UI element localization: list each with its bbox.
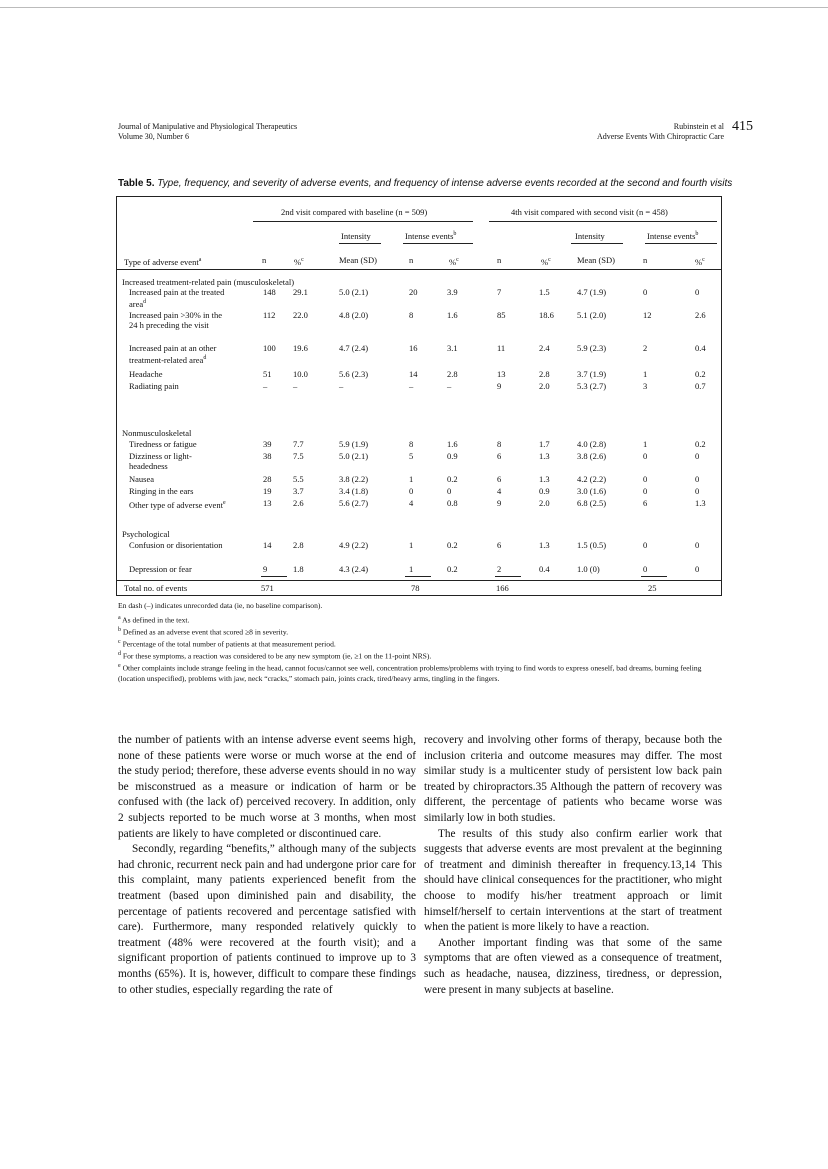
table-caption-text: Type, frequency, and severity of adverse events, and frequency of intense adverse events recorded at the second and fourth visits <box>157 178 733 189</box>
col-header-pct-text: % <box>449 256 457 267</box>
table-cell: 3.1 <box>447 343 458 353</box>
table-cell: 1.3 <box>539 474 550 484</box>
table-cell: 1.7 <box>539 439 550 449</box>
body-paragraph: Secondly, regarding “benefits,” although many of the subjects had chronic, recurrent neck pain and had undergone prior care for this complaint, many patients experienced benefit from the treatment (based upon diminished pain and disability, the percentage of patients recovered and percentage satisfied with care). Furthermore, many responded relatively quickly to treatment (48% were recovered at the fourth visit); and a significant proportion of patients continued to improve up to 3 months (65%). It is, however, difficult to compare these findings to other studies, especially regarding the rate of <box>118 843 416 996</box>
table-cell: 3.7 (1.9) <box>577 369 607 379</box>
footnote-d-mark: d <box>118 651 121 657</box>
col-header-pct-text: % <box>695 256 703 267</box>
group-header-2nd-visit: 2nd visit compared with baseline (n = 509) <box>281 207 428 217</box>
table-cell: 5.6 (2.7) <box>339 498 369 508</box>
table-cell: 6 <box>497 540 502 550</box>
journal-volume: Volume 30, Number 6 <box>118 132 189 141</box>
table-cell: 8 <box>409 310 414 320</box>
body-column-right <box>424 733 722 998</box>
table-cell: 5.6 (2.3) <box>339 369 369 379</box>
authors: Rubinstein et al <box>673 122 724 131</box>
table-cell: 1.6 <box>447 310 458 320</box>
table-cell: 0.9 <box>447 451 458 461</box>
row-label <box>129 287 229 309</box>
col-header-pct-text: % <box>294 256 302 267</box>
subrule-1 <box>339 243 381 244</box>
table-cell: 6 <box>643 498 648 508</box>
footnote-mark: d <box>203 355 207 361</box>
table-cell: 0 <box>695 540 700 550</box>
table-cell: 3.7 <box>293 486 304 496</box>
row-label <box>129 474 229 484</box>
body-paragraph: recovery and involving other forms of therapy, because both the inclusion criteria and outcome measures may differ. The most similar study is a multicenter study of persistent low back pain treated by chiropractors.35 Although the pattern of recovery was different, the percentage of patients who became worse was similarly low in both studies. <box>424 734 722 824</box>
table-cell: 3.4 (1.8) <box>339 486 369 496</box>
col-header-n: n <box>262 255 267 265</box>
row-label <box>129 540 229 550</box>
table-cell: 5 <box>409 451 414 461</box>
table-cell: 19.6 <box>293 343 308 353</box>
col-header-pct <box>294 255 304 267</box>
table-cell: 100 <box>263 343 276 353</box>
subrule-3 <box>571 243 623 244</box>
section-psych: Psychological <box>122 529 170 539</box>
table-cell: 2 <box>497 564 502 574</box>
table-cell: 1.5 (0.5) <box>577 540 607 550</box>
table-cell: 0.4 <box>695 343 706 353</box>
table-cell: 0.9 <box>539 486 550 496</box>
table-cell: 4 <box>497 486 502 496</box>
footnote-b <box>118 625 722 638</box>
table-cell: 0 <box>643 474 648 484</box>
journal-title: Journal of Manipulative and Physiological Therapeutics <box>118 122 298 131</box>
footnote-a-mark: a <box>118 615 121 621</box>
table-cell: – <box>293 381 298 391</box>
col-header-n: n <box>409 255 414 265</box>
table-cell: 5.9 (1.9) <box>339 439 369 449</box>
table-cell: – <box>263 381 268 391</box>
table-cell: 7 <box>497 287 502 297</box>
total-rule-3 <box>495 576 521 577</box>
table-cell: 0 <box>409 486 414 496</box>
intense-events-header-1-text: Intense events <box>405 231 454 241</box>
total-2nd-intense: 78 <box>411 583 420 593</box>
table-cell: 14 <box>263 540 272 550</box>
table-cell: 0.4 <box>539 564 550 574</box>
row-label <box>129 369 229 379</box>
table-cell: 1.3 <box>539 540 550 550</box>
total-4th-intense: 25 <box>648 583 657 593</box>
row-label <box>129 439 229 449</box>
table-cell: 1 <box>409 564 414 574</box>
group-header-4th-visit: 4th visit compared with second visit (n = 458) <box>511 207 668 217</box>
table-cell: 2.6 <box>695 310 706 320</box>
col-header-n: n <box>497 255 502 265</box>
footnote-c-mark: c <box>118 639 121 645</box>
row-label <box>129 310 229 330</box>
table-cell: 1 <box>643 369 648 379</box>
table-cell: 2 <box>643 343 648 353</box>
section-msk: Increased treatment-related pain (musculoskeletal) <box>122 277 295 287</box>
table-cell: 13 <box>263 498 272 508</box>
table-cell: 7.5 <box>293 451 304 461</box>
table-cell: 9 <box>497 498 502 508</box>
footnote-c-text: Percentage of the total number of patients at that measurement period. <box>122 639 336 649</box>
row-label <box>129 486 229 496</box>
body-paragraph: the number of patients with an intense adverse event seems high, none of these patients were worse or much worse at the end of the study period; therefore, these adverse events should in no way be misconstrued as a measure or indication of harm or be confused with (the lack of) perceived recovery. In addition, only 2 subjects reported to be much worse at 3 months, when most patients are likely to have completed or discontinued care. <box>118 734 416 840</box>
row-label-text: Increased pain at the treated area <box>129 287 225 309</box>
col-header-mean: Mean (SD) <box>339 255 378 265</box>
row-label <box>129 451 229 471</box>
table-cell: 0.2 <box>447 540 458 550</box>
table-cell: 0 <box>643 486 648 496</box>
table-cell: 2.0 <box>539 381 550 391</box>
journal-header <box>118 122 297 142</box>
row-label <box>129 343 229 365</box>
table-cell: 7.7 <box>293 439 304 449</box>
total-rule-1 <box>261 576 287 577</box>
table-cell: 4 <box>409 498 414 508</box>
table-cell: 1 <box>409 540 414 550</box>
footnote-d <box>118 649 722 662</box>
row-label <box>129 498 229 510</box>
col-header-n: n <box>643 255 648 265</box>
footnote-b-text: Defined as an adverse event that scored ≥8 in severity. <box>122 627 289 637</box>
table-cell: 0 <box>643 287 648 297</box>
table-cell: 1.0 (0) <box>577 564 600 574</box>
footnote-mark-b: b <box>453 231 457 238</box>
intense-events-header-1 <box>405 231 456 241</box>
table-cell: 29.1 <box>293 287 308 297</box>
footnote-a-text: As defined in the text. <box>122 615 190 625</box>
body-paragraph: Another important finding was that some of the same symptoms that are often viewed as a consequence of treatment, such as headache, nausea, dizziness, tiredness, or depression, were present in many subjects at baseline. <box>424 936 722 996</box>
row-label-text: Increased pain >30% in the 24 h preceding the visit <box>129 310 223 330</box>
table-cell: 4.7 (2.4) <box>339 343 369 353</box>
table-cell: 1.8 <box>293 564 304 574</box>
table-cell: 12 <box>643 310 652 320</box>
table-cell: 4.7 (1.9) <box>577 287 607 297</box>
row-label-text: Headache <box>129 369 163 379</box>
table-cell: 3.9 <box>447 287 458 297</box>
table-cell: 0 <box>695 564 700 574</box>
footnote-a <box>118 613 722 626</box>
footnote-mark-b: b <box>695 231 699 238</box>
table-cell: 1.5 <box>539 287 550 297</box>
table-cell: 4.3 (2.4) <box>339 564 369 574</box>
table-cell: 28 <box>263 474 272 484</box>
table-cell: 8 <box>497 439 502 449</box>
row-label-text: Other type of adverse event <box>129 499 223 510</box>
total-rule-2 <box>405 576 431 577</box>
table-cell: – <box>409 381 414 391</box>
table-cell: 4.8 (2.0) <box>339 310 369 320</box>
row-label <box>129 381 229 391</box>
table-cell: 1.3 <box>695 498 706 508</box>
footnote-mark-c: c <box>456 257 459 263</box>
table-cell: 5.0 (2.1) <box>339 287 369 297</box>
row-label-text: Nausea <box>129 474 155 484</box>
table-5 <box>116 196 722 596</box>
table-cell: 6 <box>497 474 502 484</box>
body-column-left <box>118 733 416 998</box>
table-cell: – <box>339 381 344 391</box>
col-header-pct-text: % <box>541 256 549 267</box>
table-cell: 13 <box>497 369 506 379</box>
table-cell: 0 <box>643 451 648 461</box>
page-number: 415 <box>732 119 753 134</box>
col-header-pct <box>695 255 705 267</box>
table-cell: 5.0 (2.1) <box>339 451 369 461</box>
footnote-mark-c: c <box>548 257 551 263</box>
table-caption <box>118 178 732 189</box>
table-cell: 0 <box>695 287 700 297</box>
footnote-dash: En dash (–) indicates unrecorded data (ie, no baseline comparison). <box>118 601 323 610</box>
group-rule-2 <box>489 221 717 222</box>
table-cell: 22.0 <box>293 310 308 320</box>
table-cell: 2.8 <box>539 369 550 379</box>
table-cell: 0 <box>695 474 700 484</box>
row-label-text: Radiating pain <box>129 381 179 391</box>
table-cell: 6.8 (2.5) <box>577 498 607 508</box>
table-cell: 9 <box>263 564 268 574</box>
table-cell: 0.2 <box>695 439 706 449</box>
footnote-mark-c: c <box>301 257 304 263</box>
table-cell: 1 <box>409 474 414 484</box>
row-label <box>129 564 229 574</box>
table-cell: 148 <box>263 287 276 297</box>
table-cell: 1.3 <box>539 451 550 461</box>
table-cell: 0.7 <box>695 381 706 391</box>
table-cell: 0 <box>695 451 700 461</box>
table-cell: 14 <box>409 369 418 379</box>
table-cell: 4.9 (2.2) <box>339 540 369 550</box>
table-cell: 5.1 (2.0) <box>577 310 607 320</box>
table-cell: 2.4 <box>539 343 550 353</box>
footnote-mark: e <box>222 500 226 506</box>
footnote-b-mark: b <box>118 627 121 633</box>
subrule-2 <box>403 243 473 244</box>
table-cell: 5.5 <box>293 474 304 484</box>
row-label-text: Tiredness or fatigue <box>129 439 197 449</box>
table-cell: 2.8 <box>447 369 458 379</box>
table-cell: 0 <box>695 486 700 496</box>
total-rule-4 <box>641 576 667 577</box>
footnote-mark-a: a <box>198 257 202 263</box>
footnote-c <box>118 637 722 650</box>
row-label-text: Dizziness or light-headedness <box>129 451 192 471</box>
table-cell: 5.3 (2.7) <box>577 381 607 391</box>
table-cell: – <box>447 381 452 391</box>
table-cell: 2.6 <box>293 498 304 508</box>
total-2nd-n: 571 <box>261 583 274 593</box>
table-cell: 0 <box>643 564 648 574</box>
header-rule <box>117 269 721 270</box>
footnote-mark: d <box>143 299 147 305</box>
table-cell: 19 <box>263 486 272 496</box>
table-cell: 0 <box>447 486 452 496</box>
total-top-rule <box>117 580 721 581</box>
table-cell: 38 <box>263 451 272 461</box>
table-cell: 3.8 (2.6) <box>577 451 607 461</box>
table-cell: 3.0 (1.6) <box>577 486 607 496</box>
col-header-type-text: Type of adverse event <box>124 256 199 267</box>
section-nonmsk: Nonmusculoskeletal <box>122 428 192 438</box>
top-rule <box>0 7 828 8</box>
col-header-mean: Mean (SD) <box>577 255 616 265</box>
footnote-e-text: Other complaints include strange feeling in the head, cannot focus/cannot see well, concentration problems/problems with trying to find words to express oneself, bad dreams, burning feeling (location unspecified), problems with jaw, neck “cracks,” stomach pain, joints crack, tired/heavy arms, tingling in the fingers. <box>118 663 702 683</box>
table-cell: 20 <box>409 287 418 297</box>
table-cell: 9 <box>497 381 502 391</box>
table-cell: 5.9 (2.3) <box>577 343 607 353</box>
intense-events-header-2-text: Intense events <box>647 231 696 241</box>
group-rule-1 <box>253 221 473 222</box>
table-cell: 112 <box>263 310 276 320</box>
table-cell: 3 <box>643 381 648 391</box>
total-4th-n: 166 <box>496 583 509 593</box>
intense-events-header-2 <box>647 231 698 241</box>
table-cell: 39 <box>263 439 272 449</box>
table-cell: 0.2 <box>447 564 458 574</box>
row-label-text: Increased pain at an other treatment-related area <box>129 343 217 365</box>
table-cell: 4.0 (2.8) <box>577 439 607 449</box>
table-cell: 51 <box>263 369 272 379</box>
col-header-pct <box>541 255 551 267</box>
running-header <box>597 122 724 142</box>
table-cell: 2.8 <box>293 540 304 550</box>
footnote-e-mark: e <box>118 663 121 669</box>
table-cell: 1 <box>643 439 648 449</box>
table-cell: 1.6 <box>447 439 458 449</box>
footnote-d-text: For these symptoms, a reaction was considered to be any new symptom (ie, ≥1 on the 11-point NRS). <box>122 651 432 661</box>
row-label-text: Ringing in the ears <box>129 486 194 496</box>
table-cell: 2.0 <box>539 498 550 508</box>
table-cell: 0.8 <box>447 498 458 508</box>
table-cell: 6 <box>497 451 502 461</box>
table-cell: 10.0 <box>293 369 308 379</box>
footnote-mark-c: c <box>702 257 705 263</box>
footnote-e <box>118 661 722 684</box>
table-cell: 3.8 (2.2) <box>339 474 369 484</box>
table-cell: 4.2 (2.2) <box>577 474 607 484</box>
table-cell: 18.6 <box>539 310 554 320</box>
subrule-4 <box>645 243 717 244</box>
intensity-header-2: Intensity <box>575 231 605 241</box>
table-cell: 0.2 <box>447 474 458 484</box>
table-cell: 11 <box>497 343 506 353</box>
table-label: Table 5. <box>118 178 155 189</box>
table-cell: 0 <box>643 540 648 550</box>
table-cell: 8 <box>409 439 414 449</box>
table-cell: 85 <box>497 310 506 320</box>
col-header-type <box>124 255 201 267</box>
col-header-pct <box>449 255 459 267</box>
running-title: Adverse Events With Chiropractic Care <box>596 132 724 141</box>
row-label-text: Depression or fear <box>129 564 192 574</box>
table-cell: 16 <box>409 343 418 353</box>
total-label: Total no. of events <box>124 583 188 593</box>
row-label-text: Confusion or disorientation <box>129 540 223 550</box>
body-paragraph: The results of this study also confirm earlier work that suggests that adverse events are most prevalent at the beginning of treatment and diminish thereafter in frequency.13,14 This should have clinical consequences for the practitioner, who might choose to modify his/her treatment approach or limit himself/herself to certain interventions at the start of treatment when the patient is more likely to have a reaction. <box>424 827 722 934</box>
table-cell: 0.2 <box>695 369 706 379</box>
intensity-header-1: Intensity <box>341 231 371 241</box>
